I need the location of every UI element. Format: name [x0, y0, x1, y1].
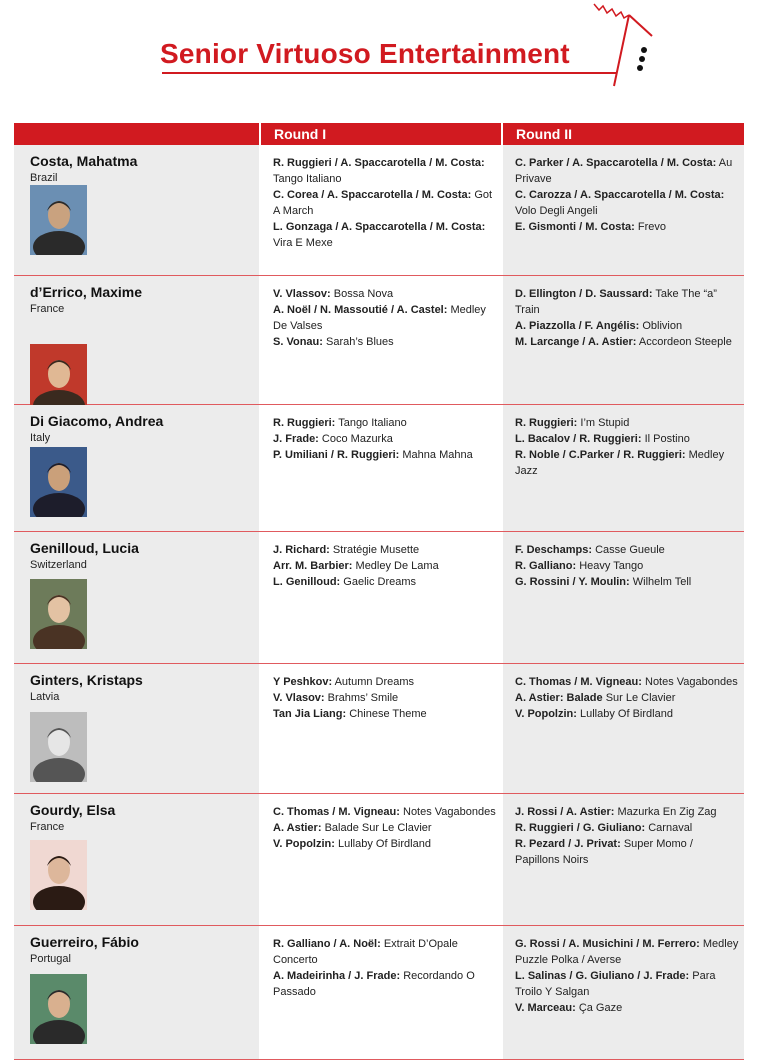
composer: R. Galliano:: [515, 560, 577, 572]
program-entry: [273, 558, 498, 574]
piece-title: Ça Gaze: [578, 1002, 623, 1014]
composer: F. Deschamps:: [515, 544, 593, 556]
program-list: [273, 804, 498, 852]
composer: J. Rossi / A. Astier:: [515, 806, 615, 818]
composer: C. Thomas / M. Vigneau:: [515, 676, 642, 688]
program-entry: [273, 302, 498, 334]
composer: L. Bacalov / R. Ruggieri:: [515, 433, 642, 445]
program-entry: [273, 968, 498, 1000]
piece-title: Lullaby Of Birdland: [580, 708, 673, 720]
piece-title: Balade Sur Le Clavier: [324, 822, 432, 834]
performer-cell: [14, 532, 259, 663]
table-row: [14, 405, 744, 532]
program-entry: [273, 936, 498, 968]
program-entry: [515, 155, 740, 187]
performer-cell: [14, 926, 259, 1059]
performer-country: France: [30, 303, 65, 315]
composer: A. Astier: Balade: [515, 692, 603, 704]
table-row: [14, 926, 744, 1060]
program-entry: [273, 804, 498, 820]
program-entry: [515, 318, 740, 334]
program-entry: [273, 286, 498, 302]
composer: R. Ruggieri / A. Spaccarotella / M. Costa:: [273, 157, 485, 169]
table-row: [14, 532, 744, 664]
program-list: [515, 286, 740, 350]
program-entry: [515, 574, 740, 590]
composer: R. Pezard / J. Privat:: [515, 838, 621, 850]
piece-title: Notes Vagabondes: [645, 676, 738, 688]
composer: J. Frade:: [273, 433, 319, 445]
piece-title: Sarah’s Blues: [325, 336, 394, 348]
piece-title: Il Postino: [644, 433, 690, 445]
title-underline: [162, 72, 616, 74]
program-list: [515, 542, 740, 590]
program-entry: [515, 558, 740, 574]
program-list: [515, 155, 740, 235]
program-list: [273, 674, 498, 722]
piece-title: Brahms’ Smile: [327, 692, 399, 704]
piece-title: Take The “a” Train: [515, 288, 717, 316]
piece-title: Wilhelm Tell: [632, 576, 692, 588]
piece-title: Medley Puzzle Polka / Averse: [515, 938, 739, 966]
composer: S. Vonau:: [273, 336, 323, 348]
composer: P. Umiliani / R. Ruggieri:: [273, 449, 400, 461]
piece-title: Tango Italiano: [273, 173, 342, 185]
program-entry: [273, 187, 498, 219]
composer: Tan Jia Liang:: [273, 708, 347, 720]
piece-title: Lullaby Of Birdland: [338, 838, 431, 850]
program-entry: [515, 690, 740, 706]
program-entry: [273, 334, 498, 350]
composer: L. Gonzaga / A. Spaccarotella / M. Costa:: [273, 221, 486, 233]
piece-title: Notes Vagabondes: [403, 806, 496, 818]
round-1-cell: [261, 405, 501, 531]
performer-photo: [30, 579, 87, 649]
table-row: [14, 664, 744, 794]
piece-title: Medley De Lama: [355, 560, 439, 572]
piece-title: Chinese Theme: [349, 708, 427, 720]
piece-title: Carnaval: [648, 822, 693, 834]
program-entry: [273, 836, 498, 852]
composer: R. Ruggieri:: [515, 417, 578, 429]
piece-title: Tango Italiano: [338, 417, 407, 429]
program-entry: [515, 415, 740, 431]
program-list: [273, 415, 498, 463]
composer: V. Vlasov:: [273, 692, 325, 704]
piece-title: Coco Mazurka: [321, 433, 393, 445]
composer: C. Corea / A. Spaccarotella / M. Costa:: [273, 189, 472, 201]
accordion-logo-icon: [590, 0, 660, 92]
program-list: [515, 674, 740, 722]
composer: C. Carozza / A. Spaccarotella / M. Costa:: [515, 189, 725, 201]
piece-title: Casse Gueule: [595, 544, 665, 556]
performer-name: Costa, Mahatma: [30, 153, 138, 169]
column-header-round-2: Round II: [516, 126, 572, 142]
table-header: [14, 123, 744, 145]
piece-title: Oblivion: [642, 320, 683, 332]
program-entry: [515, 431, 740, 447]
composer: R. Galliano / A. Noël:: [273, 938, 381, 950]
piece-title: Sur Le Clavier: [605, 692, 676, 704]
piece-title: Frevo: [637, 221, 666, 233]
composer: A. Piazzolla / F. Angélis:: [515, 320, 640, 332]
performer-country: Latvia: [30, 691, 60, 703]
composer: G. Rossi / A. Musichini / M. Ferrero:: [515, 938, 700, 950]
performer-country: Portugal: [30, 953, 71, 965]
round-2-cell: [503, 145, 744, 275]
performer-photo: [30, 974, 87, 1044]
performer-cell: [14, 145, 259, 275]
program-entry: [515, 542, 740, 558]
program-entry: [515, 447, 740, 479]
program-entry: [515, 820, 740, 836]
round-2-cell: [503, 664, 744, 793]
round-1-cell: [261, 926, 501, 1059]
piece-title: Para Troilo Y Salgan: [515, 970, 716, 998]
composer: R. Noble / C.Parker / R. Ruggieri:: [515, 449, 686, 461]
program-entry: [273, 574, 498, 590]
composer: V. Marceau:: [515, 1002, 576, 1014]
program-entry: [515, 936, 740, 968]
round-2-cell: [503, 276, 744, 404]
table-row: [14, 794, 744, 926]
program-entry: [515, 187, 740, 219]
table-body: [14, 145, 744, 1060]
round-1-cell: [261, 276, 501, 404]
performer-cell: [14, 794, 259, 925]
performer-country: Switzerland: [30, 559, 87, 571]
program-list: [515, 804, 740, 868]
composer: G. Rossini / Y. Moulin:: [515, 576, 630, 588]
performer-country: France: [30, 821, 65, 833]
composer: M. Larcange / A. Astier:: [515, 336, 637, 348]
performer-photo: [30, 712, 87, 782]
composer: V. Popolzin:: [515, 708, 577, 720]
performer-name: Ginters, Kristaps: [30, 672, 143, 688]
program-table: [14, 123, 744, 1060]
round-1-cell: [261, 664, 501, 793]
round-1-cell: [261, 532, 501, 663]
performer-name: d’Errico, Maxime: [30, 284, 143, 300]
header-divider: [501, 123, 503, 145]
round-1-cell: [261, 145, 501, 275]
program-entry: [273, 431, 498, 447]
piece-title: Extrait D’Opale Concerto: [273, 938, 458, 966]
composer: C. Thomas / M. Vigneau:: [273, 806, 400, 818]
table-row: [14, 145, 744, 276]
program-entry: [515, 334, 740, 350]
program-list: [273, 286, 498, 350]
round-2-cell: [503, 926, 744, 1059]
header-divider: [259, 123, 261, 145]
program-entry: [515, 804, 740, 820]
composer: Y Peshkov:: [273, 676, 333, 688]
piece-title: Bossa Nova: [333, 288, 394, 300]
round-1-cell: [261, 794, 501, 925]
performer-name: Gourdy, Elsa: [30, 802, 116, 818]
program-entry: [273, 674, 498, 690]
program-entry: [273, 219, 498, 251]
composer: Arr. M. Barbier:: [273, 560, 353, 572]
composer: A. Noël / N. Massoutié / A. Castel:: [273, 304, 448, 316]
performer-photo: [30, 447, 87, 517]
composer: E. Gismonti / M. Costa:: [515, 221, 635, 233]
program-entry: [273, 415, 498, 431]
piece-title: Medley De Valses: [273, 304, 486, 332]
performer-cell: [14, 276, 259, 404]
performer-country: Italy: [30, 432, 51, 444]
piece-title: Recordando O Passado: [273, 970, 475, 998]
piece-title: Volo Degli Angeli: [515, 205, 598, 217]
round-2-cell: [503, 794, 744, 925]
performer-name: Di Giacomo, Andrea: [30, 413, 164, 429]
composer: J. Richard:: [273, 544, 330, 556]
composer: R. Ruggieri / G. Giuliano:: [515, 822, 646, 834]
performer-photo: [30, 344, 87, 414]
program-entry: [273, 447, 498, 463]
program-list: [273, 936, 498, 1000]
piece-title: Gaelic Dreams: [343, 576, 417, 588]
performer-cell: [14, 664, 259, 793]
composer: L. Salinas / G. Giuliano / J. Frade:: [515, 970, 690, 982]
piece-title: Stratégie Musette: [332, 544, 420, 556]
piece-title: Medley Jazz: [515, 449, 725, 477]
composer: V. Vlassov:: [273, 288, 331, 300]
piece-title: Heavy Tango: [579, 560, 644, 572]
page-title: Senior Virtuoso Entertainment: [160, 38, 570, 69]
program-entry: [273, 706, 498, 722]
piece-title: Mazurka En Zig Zag: [617, 806, 717, 818]
piece-title: Accordeon Steeple: [638, 336, 732, 348]
program-list: [273, 155, 498, 251]
program-entry: [515, 219, 740, 235]
performer-country: Brazil: [30, 172, 58, 184]
table-row: [14, 276, 744, 405]
performer-photo: [30, 840, 87, 910]
program-entry: [273, 820, 498, 836]
composer: V. Popolzin:: [273, 838, 335, 850]
piece-title: Super Momo / Papillons Noirs: [515, 838, 693, 866]
composer: A. Madeirinha / J. Frade:: [273, 970, 401, 982]
program-list: [515, 415, 740, 479]
performer-name: Genilloud, Lucia: [30, 540, 139, 556]
performer-photo: [30, 185, 87, 255]
piece-title: Autumn Dreams: [334, 676, 415, 688]
page-header: [0, 0, 760, 110]
piece-title: Got A March: [273, 189, 493, 217]
performer-name: Guerreiro, Fábio: [30, 934, 139, 950]
composer: L. Genilloud:: [273, 576, 341, 588]
program-entry: [273, 690, 498, 706]
piece-title: Mahna Mahna: [402, 449, 473, 461]
program-entry: [515, 836, 740, 868]
program-list: [515, 936, 740, 1016]
program-list: [273, 542, 498, 590]
program-entry: [515, 1000, 740, 1016]
piece-title: Au Privave: [515, 157, 733, 185]
program-entry: [515, 674, 740, 690]
program-entry: [273, 155, 498, 187]
program-entry: [273, 542, 498, 558]
program-entry: [515, 706, 740, 722]
program-entry: [515, 286, 740, 318]
program-entry: [515, 968, 740, 1000]
performer-cell: [14, 405, 259, 531]
composer: A. Astier:: [273, 822, 322, 834]
piece-title: I’m Stupid: [580, 417, 630, 429]
round-2-cell: [503, 532, 744, 663]
column-header-round-1: Round I: [274, 126, 327, 142]
composer: D. Ellington / D. Saussard:: [515, 288, 653, 300]
composer: R. Ruggieri:: [273, 417, 336, 429]
piece-title: Vira E Mexe: [273, 237, 333, 249]
composer: C. Parker / A. Spaccarotella / M. Costa:: [515, 157, 717, 169]
round-2-cell: [503, 405, 744, 531]
